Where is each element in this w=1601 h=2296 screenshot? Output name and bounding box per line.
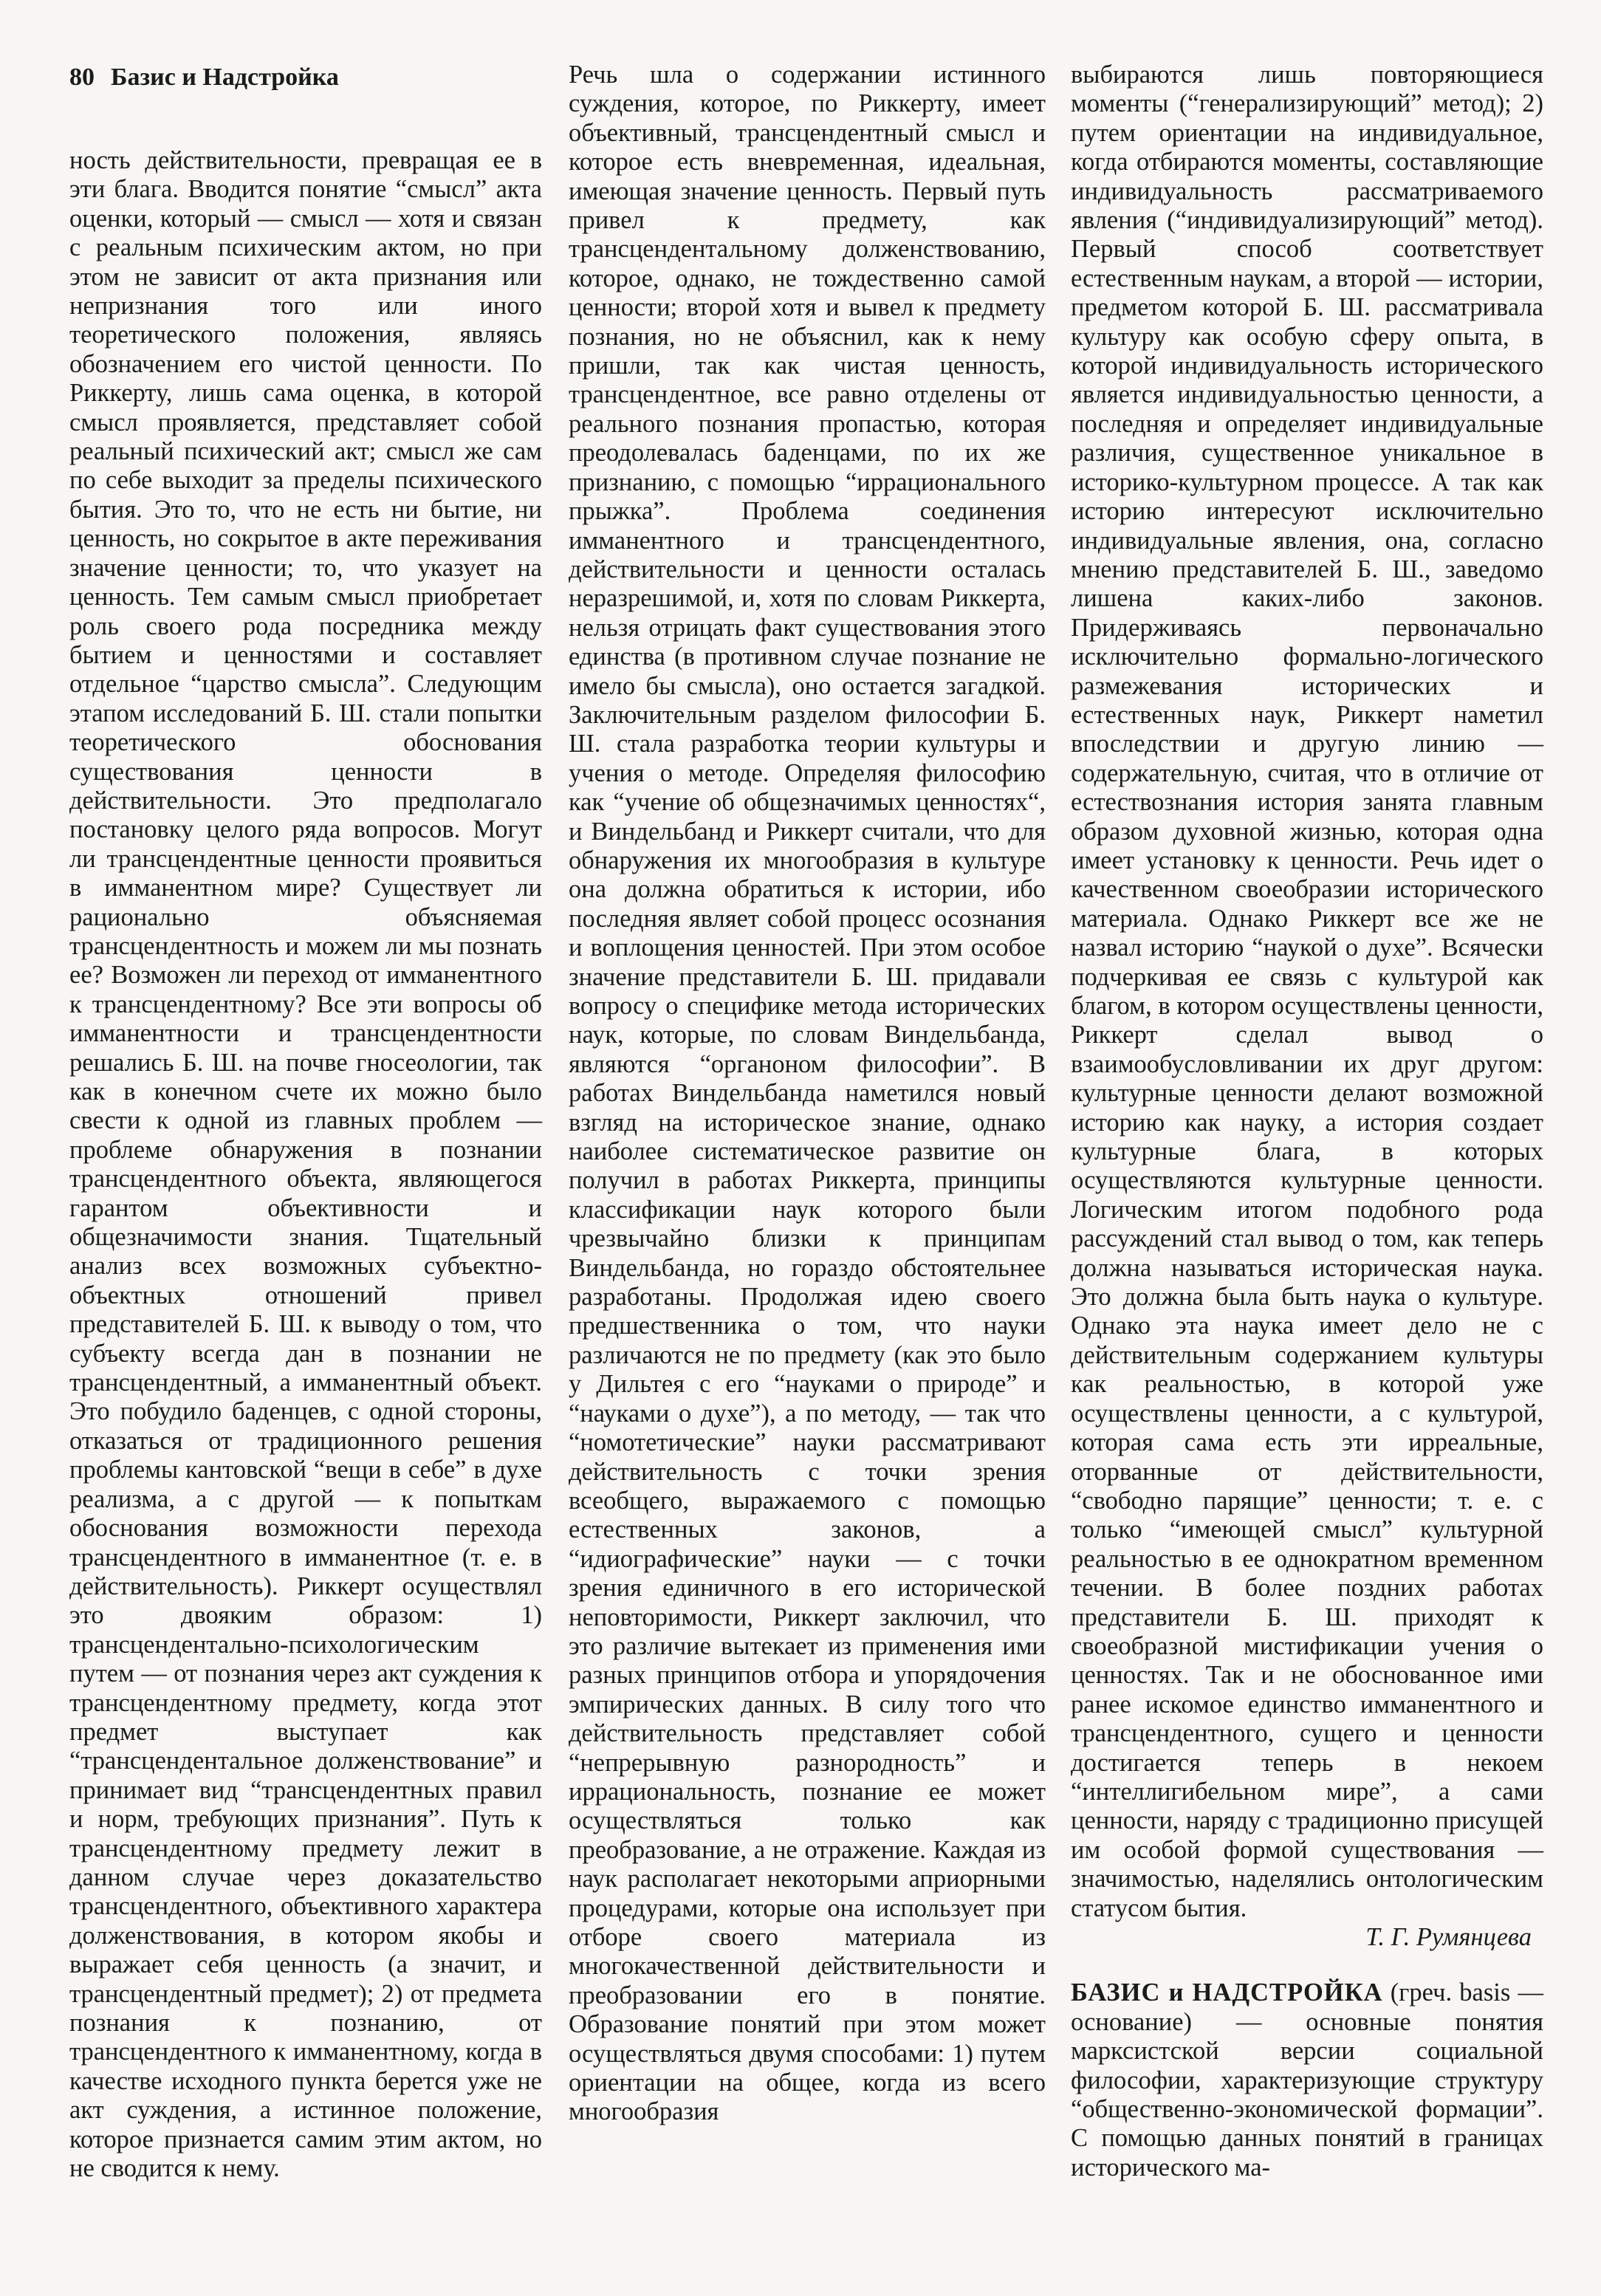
column-3-text: выбираются лишь повторяющиеся моменты (“генерализирующий” метод); 2) путем ориентации на индивидуальное, когда отбираются моменты, составляющие индивидуальность рассматриваемого явления (“индивидуализирующий” метод). Первый способ соответствует естественным наукам, а второй — истории, предметом которой Б. Ш. рассматривала культуру как особую сферу опыта, в которой индивидуальность исторического является индивидуальностью ценности, а последняя и определяет индивидуальные различия, существенное уникальное в историко-культурном процессе. А так как историю интересуют исключительно индивидуальные явления, она, согласно мнению представителей Б. Ш., заведомо лишена каких-либо законов. Придерживаясь первоначально исключительно формально-логического размежевания исторических и естественных наук, Риккерт наметил впоследствии и другую линию — содержательную, считая, что в отличие от естествознания история занята главным образом духовной жизнью, которая одна имеет установку к ценности. Речь идет о качественном своеобразии исторического материала. Однако Риккерт все же не назвал историю “наукой о духе”. Всячески подчеркивая ее связь с культурой как благом, в котором осуществлены ценности, Риккерт сделал вывод о взаимообусловливании их друг другом: культурные ценности делают возможной историю как науку, а история создает культурные блага, в которых осуществляются культурные ценности. Логическим итогом подобного рода рассуждений стал вывод о том, как теперь должна называться историческая наука. Это должна была быть наука о культуре. Однако эта наука имеет дело не с действительным содержанием культуры как реальностью, в которой уже осуществлены ценности, а с культурой, которая сама есть эти ирреальные, оторванные от действительности, “свободно парящие” ценности; т. е. с только “имеющей смысл” культурной реальностью в ее однократном временном течении. В более поздних работах представители Б. Ш. приходят к своеобразной мистификации учения о ценностях. Так и не обоснованное ими ранее искомое единство имманентного и трансцендентного, сущего и ценности достигается теперь в некоем “интеллигибельном мире”, а сами ценности, наряду с традиционно присущей им особой формой существования — значимостью, наделялись онтологическим статусом бытия. xyxy=(1071,61,1543,1922)
text-column-1 xyxy=(69,146,542,2183)
entry-headword: БАЗИС и НАДСТРОЙКА xyxy=(1071,1978,1383,2007)
page-number: 80 xyxy=(69,64,95,91)
running-title: Базис и Надстройка xyxy=(111,64,339,91)
author-signature: Т. Г. Румянцева xyxy=(1365,1923,1532,1951)
running-head xyxy=(69,64,339,92)
entry-text: (греч. basis — основание) — основные понятия марксистской версии социальной философии, характеризующие структуру “общественно-экономической формации”. С помощью данных понятий в границах исторического ма- xyxy=(1071,1978,1543,2182)
text-column-2 xyxy=(569,61,1046,2127)
column-1-text: ность действительности, превращая ее в эти блага. Вводится понятие “смысл” акта оценки, который — смысл — хотя и связан с реальным психическим актом, но при этом не зависит от акта признания или непризнания того или иного теоретического положения, являясь обозначением его чистой ценности. По Риккерту, лишь сама оценка, в которой смысл проявляется, представляет собой реальный психический акт; смысл же сам по себе выходит за пределы психического бытия. Это то, что не есть ни бытие, ни ценность, но сокрытое в акте переживания значение ценности; то, что указует на ценность. Тем самым смысл приобретает роль своего рода посредника между бытием и ценностями и составляет отдельное “царство смысла”. Следующим этапом исследований Б. Ш. стали попытки теоретического обоснования существования ценности в действительности. Это предполагало постановку целого ряда вопросов. Могут ли трансцендентные ценности проявиться в имманентном мире? Существует ли рационально объясняемая трансцендентность и можем ли мы познать ее? Возможен ли переход от имманентного к трансцендентному? Все эти вопросы об имманентности и трансцендентности решались Б. Ш. на почве гносеологии, так как в конечном счете их можно было свести к одной из главных проблем — проблеме обнаружения в познании трансцендентного объекта, являющегося гарантом объективности и общезначимости знания. Тщательный анализ всех возможных субъектно-объектных отношений привел представителей Б. Ш. к выводу о том, что субъекту всегда дан в познании не трансцендентный, а имманентный объект. Это побудило баденцев, с одной стороны, отказаться от традиционного решения проблемы кантовской “вещи в себе” в духе реализма, а с другой — к попыткам обоснования возможности перехода трансцендентного в имманентное (т. е. в действительность). Риккерт осуществлял это двояким образом: 1) трансцендентально-психологическим путем — от познания через акт суждения к трансцендентному предмету, когда этот предмет выступает как “трансцендентальное долженствование” и принимает вид “трансцендентных правил и норм, требующих признания”. Путь к трансцендентному предмету лежит в данном случае через доказательство трансцендентного, объективного характера долженствования, в котором якобы и выражает себя ценность (а значит, и трансцендентный предмет); 2) от предмета познания к познанию, от трансцендентного к имманентному, когда в качестве исходного пункта берется уже не акт суждения, а истинное положение, которое признается самим этим актом, но не сводится к нему. xyxy=(69,146,542,2183)
text-column-3 xyxy=(1071,61,1543,2182)
column-2-text: Речь шла о содержании истинного суждения, которое, по Риккерту, имеет объективный, трансцендентный смысл и которое есть вневременная, идеальная, имеющая значение ценность. Первый путь привел к предмету, как трансцендентальному долженствованию, которое, однако, не тождественно самой ценности; второй хотя и вывел к предмету познания, но не объяснил, как к нему пришли, так как чистая ценность, трансцендентное, все равно отделены от реального познания пропастью, которая преодолевалась баденцами, по их же признанию, с помощью “иррационального прыжка”. Проблема соединения имманентного и трансцендентного, действительности и ценности осталась неразрешимой, и, хотя по словам Риккерта, нельзя отрицать факт существования этого единства (в противном случае познание не имело бы смысла), оно остается загадкой. Заключительным разделом философии Б. Ш. стала разработка теории культуры и учения о методе. Определяя философию как “учение об общезначимых ценностях“, и Виндельбанд и Риккерт считали, что для обнаружения их многообразия в культуре она должна обратиться к истории, ибо последняя являет собой процесс осознания и воплощения ценностей. При этом особое значение представители Б. Ш. придавали вопросу о специфике метода исторических наук, которые, по словам Виндельбанда, являются “органоном философии”. В работах Виндельбанда наметился новый взгляд на историческое знание, однако наиболее систематическое развитие он получил в работах Риккерта, принципы классификации наук которого были чрезвычайно близки к принципам Виндельбанда, но гораздо обстоятельнее разработаны. Продолжая идею своего предшественника о том, что науки различаются не по предмету (как это было у Дильтея с его “науками о природе” и “науками о духе”), а по методу, — так что “номотетические” науки рассматривают действительность с точки зрения всеобщего, выражаемого с помощью естественных законов, а “идиографические” науки — с точки зрения единичного в его исторической неповторимости, Риккерт заключил, что это различие вытекает из применения ими разных принципов отбора и упорядочения эмпирических данных. В силу того что действительность представляет собой “непрерывную разнородность” и иррациональность, познание ее может осуществляться только как преобразование, а не отражение. Каждая из наук располагает некоторыми априорными процедурами, которые она использует при отборе своего материала из многокачественной действительности и преобразовании его в понятие. Образование понятий при этом может осуществляться двумя способами: 1) путем ориентации на общее, когда из всего многообразия xyxy=(569,61,1046,2126)
dictionary-entry xyxy=(1071,1978,1543,2182)
